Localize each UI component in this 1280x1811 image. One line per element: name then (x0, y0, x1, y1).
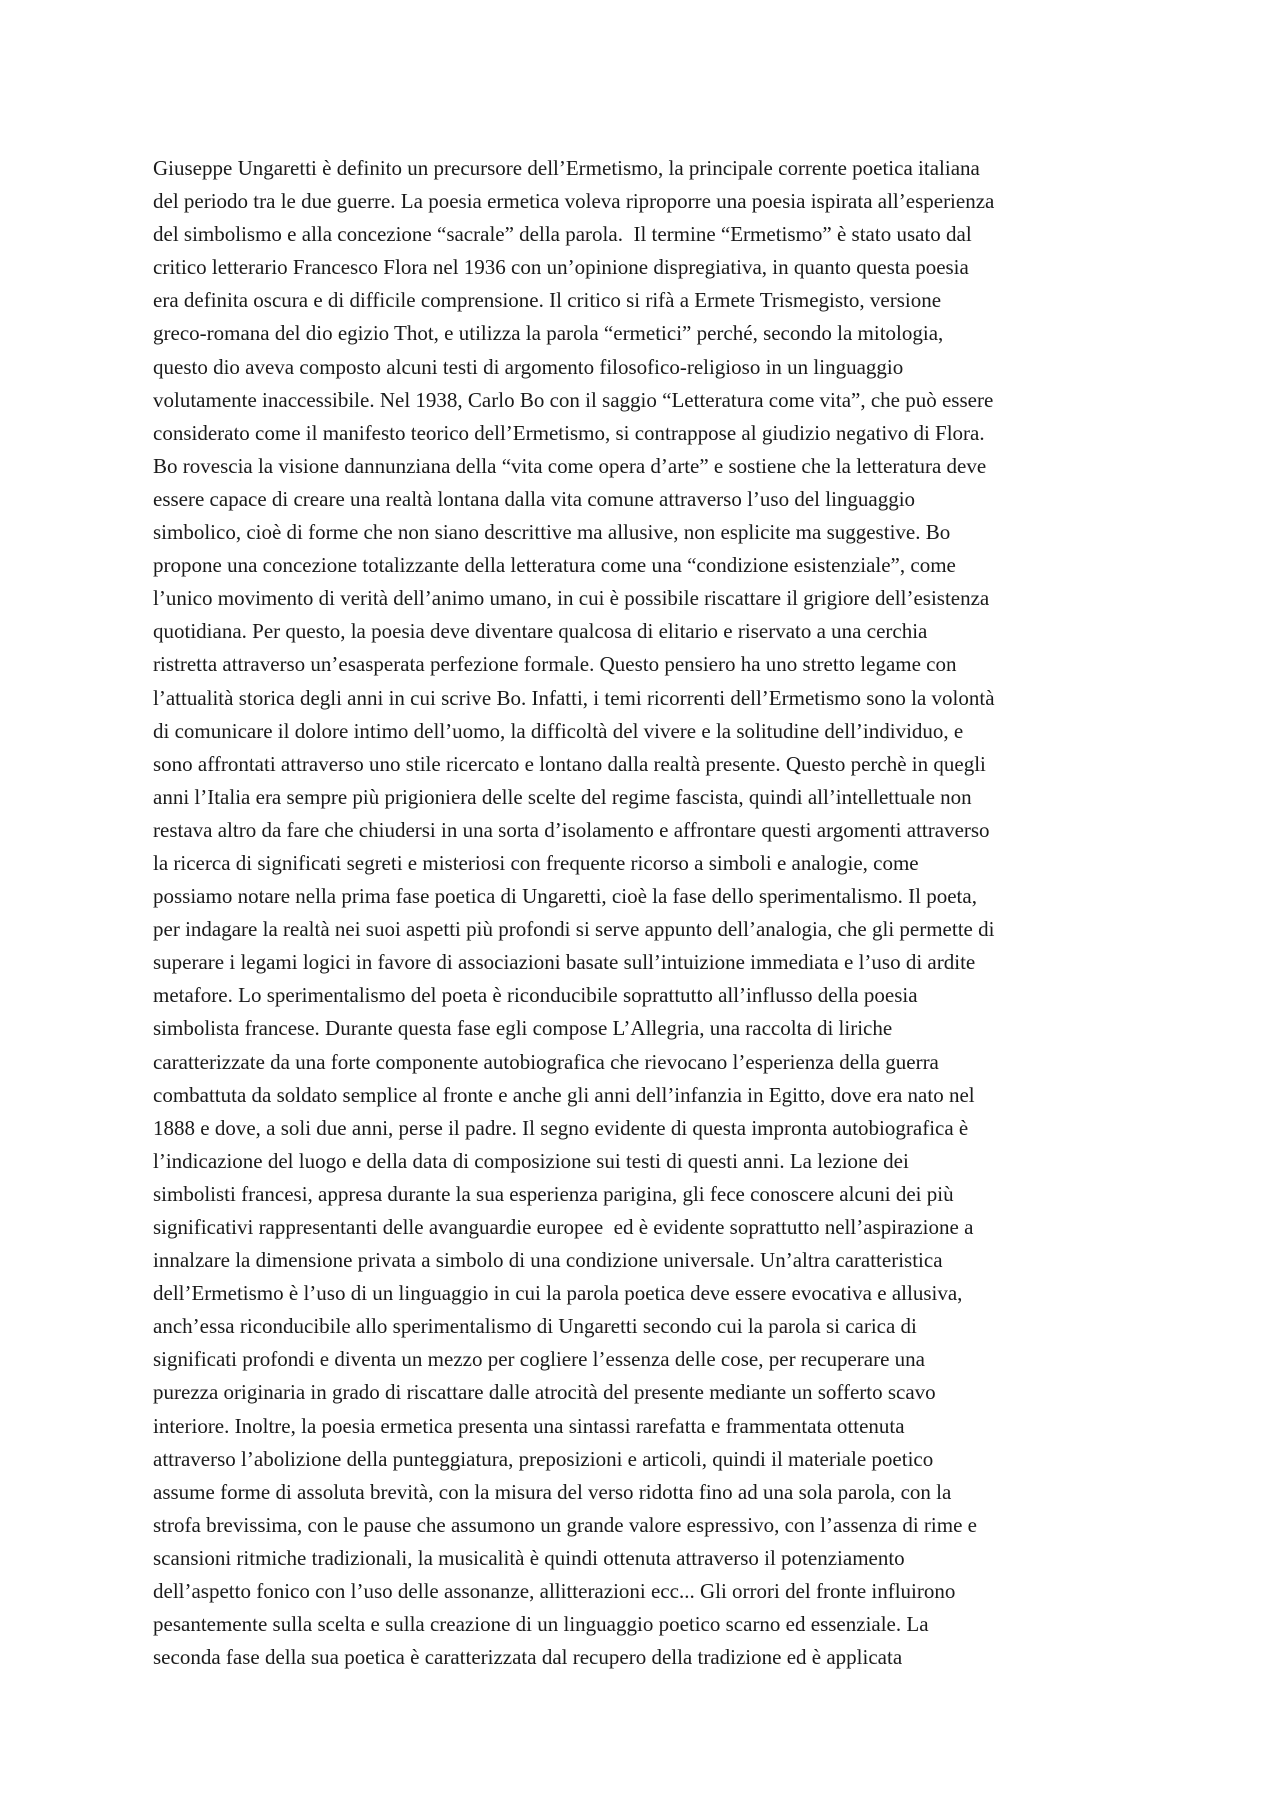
text-line: assume forme di assoluta brevità, con la misura del verso ridotta fino ad una sola parola, con la (153, 1479, 952, 1504)
text-line: simbolisti francesi, appresa durante la sua esperienza parigina, gli fece conoscere alcuni dei più (153, 1181, 954, 1206)
text-line: essere capace di creare una realtà lontana dalla vita comune attraverso l’uso del linguaggio (153, 486, 916, 511)
text-line: significativi rappresentanti delle avanguardie europee ed è evidente soprattutto nell’aspirazione a (153, 1215, 974, 1239)
text-line: per indagare la realtà nei suoi aspetti più profondi si serve appunto dell’analogia, che gli permette di (153, 917, 995, 942)
text-line: del periodo tra le due guerre. La poesia ermetica voleva riproporre una poesia ispirata all’esperienza (153, 189, 995, 214)
text-line: 1888 e dove, a soli due anni, perse il padre. Il segno evidente di questa impronta autobiografica è (153, 1115, 969, 1140)
text-line: metafore. Lo sperimentalismo del poeta è riconducibile soprattutto all’influsso della poesia (153, 983, 918, 1008)
text-line: scansioni ritmiche tradizionali, la musicalità è quindi ottenuta attraverso il potenziamento (153, 1545, 905, 1570)
text-line: significati profondi e diventa un mezzo per cogliere l’essenza delle cose, per recuperare una (153, 1347, 925, 1372)
text-line: critico letterario Francesco Flora nel 1936 con un’opinione dispregiativa, in quanto questa poesia (153, 255, 969, 280)
text-line: del simbolismo e alla concezione “sacrale” della parola. Il termine “Ermetismo” è stato usato dal (153, 222, 972, 247)
text-line: l’indicazione del luogo e della data di composizione sui testi di questi anni. La lezione dei (153, 1148, 909, 1173)
text-line: propone una concezione totalizzante della letteratura come una “condizione esistenziale”, come (153, 553, 956, 578)
text-line: superare i legami logici in favore di associazioni basate sull’intuizione immediata e l’uso di ardite (153, 950, 976, 975)
text-line: anch’essa riconducibile allo sperimentalismo di Ungaretti secondo cui la parola si carica di (153, 1314, 917, 1339)
text-line: strofa brevissima, con le pause che assumono un grande valore espressivo, con l’assenza di rime e (153, 1512, 977, 1537)
text-line: quotidiana. Per questo, la poesia deve diventare qualcosa di elitario e riservato a una cerchia (153, 619, 928, 644)
text-line: anni l’Italia era sempre più prigioniera delle scelte del regime fascista, quindi all’intellettuale non (153, 784, 972, 809)
text-line: sono affrontati attraverso uno stile ricercato e lontano dalla realtà presente. Questo perchè in quegli (153, 751, 986, 776)
text-line: dell’Ermetismo è l’uso di un linguaggio in cui la parola poetica deve essere evocativa e allusiva, (153, 1281, 963, 1306)
text-line: la ricerca di significati segreti e misteriosi con frequente ricorso a simboli e analogie, come (153, 850, 919, 875)
text-line: volutamente inaccessibile. Nel 1938, Carlo Bo con il saggio “Letteratura come vita”, che può essere (153, 387, 994, 412)
text-line: greco-romana del dio egizio Thot, e utilizza la parola “ermetici” perché, secondo la mitologia, (153, 321, 944, 346)
text-line: simbolico, cioè di forme che non siano descrittive ma allusive, non esplicite ma suggestive. Bo (153, 520, 951, 545)
text-line: restava altro da fare che chiudersi in una sorta d’isolamento e affrontare questi argomenti attraverso (153, 817, 990, 842)
text-line: combattuta da soldato semplice al fronte e anche gli anni dell’infanzia in Egitto, dove era nato nel (153, 1082, 975, 1107)
text-line: purezza originaria in grado di riscattare dalle atrocità del presente mediante un sofferto scavo (153, 1380, 936, 1405)
text-line: interiore. Inoltre, la poesia ermetica presenta una sintassi rarefatta e frammentata ottenuta (153, 1413, 905, 1438)
text-line: innalzare la dimensione privata a simbolo di una condizione universale. Un’altra caratteristica (153, 1248, 943, 1273)
text-line: simbolista francese. Durante questa fase egli compose L’Allegria, una raccolta di liriche (153, 1016, 893, 1041)
text-line: seconda fase della sua poetica è caratterizzata dal recupero della tradizione ed è applicata (153, 1645, 903, 1670)
text-line: ristretta attraverso un’esasperata perfezione formale. Questo pensiero ha uno stretto legame con (153, 652, 957, 677)
text-line: Bo rovescia la visione dannunziana della “vita come opera d’arte” e sostiene che la letteratura deve (153, 453, 987, 478)
text-line: l’unico movimento di verità dell’animo umano, in cui è possibile riscattare il grigiore dell’esistenza (153, 586, 990, 611)
text-line: pesantemente sulla scelta e sulla creazione di un linguaggio poetico scarno ed essenziale. La (153, 1612, 929, 1637)
text-line: attraverso l’abolizione della punteggiatura, preposizioni e articoli, quindi il materiale poetico (153, 1446, 934, 1471)
text-line: Giuseppe Ungaretti è definito un precursore dell’Ermetismo, la principale corrente poetica italiana (153, 156, 980, 180)
text-line: considerato come il manifesto teorico dell’Ermetismo, si contrappose al giudizio negativo di Flora. (153, 420, 985, 445)
text-line: di comunicare il dolore intimo dell’uomo, la difficoltà del vivere e la solitudine dell’individuo, e (153, 718, 964, 743)
text-line: era definita oscura e di difficile comprensione. Il critico si rifà a Ermete Trismegisto, versione (153, 288, 942, 313)
text-line: caratterizzate da una forte componente autobiografica che rievocano l’esperienza della guerra (153, 1049, 939, 1074)
text-line: possiamo notare nella prima fase poetica di Ungaretti, cioè la fase dello sperimentalismo. Il poeta, (153, 884, 977, 909)
body-paragraph (153, 152, 1153, 1674)
text-line: questo dio aveva composto alcuni testi di argomento filosofico-religioso in un linguaggio (153, 354, 904, 379)
text-line: l’attualità storica degli anni in cui scrive Bo. Infatti, i temi ricorrenti dell’Ermetismo sono la volontà (153, 685, 995, 710)
text-line: dell’aspetto fonico con l’uso delle assonanze, allitterazioni ecc... Gli orrori del fronte influirono (153, 1579, 956, 1604)
